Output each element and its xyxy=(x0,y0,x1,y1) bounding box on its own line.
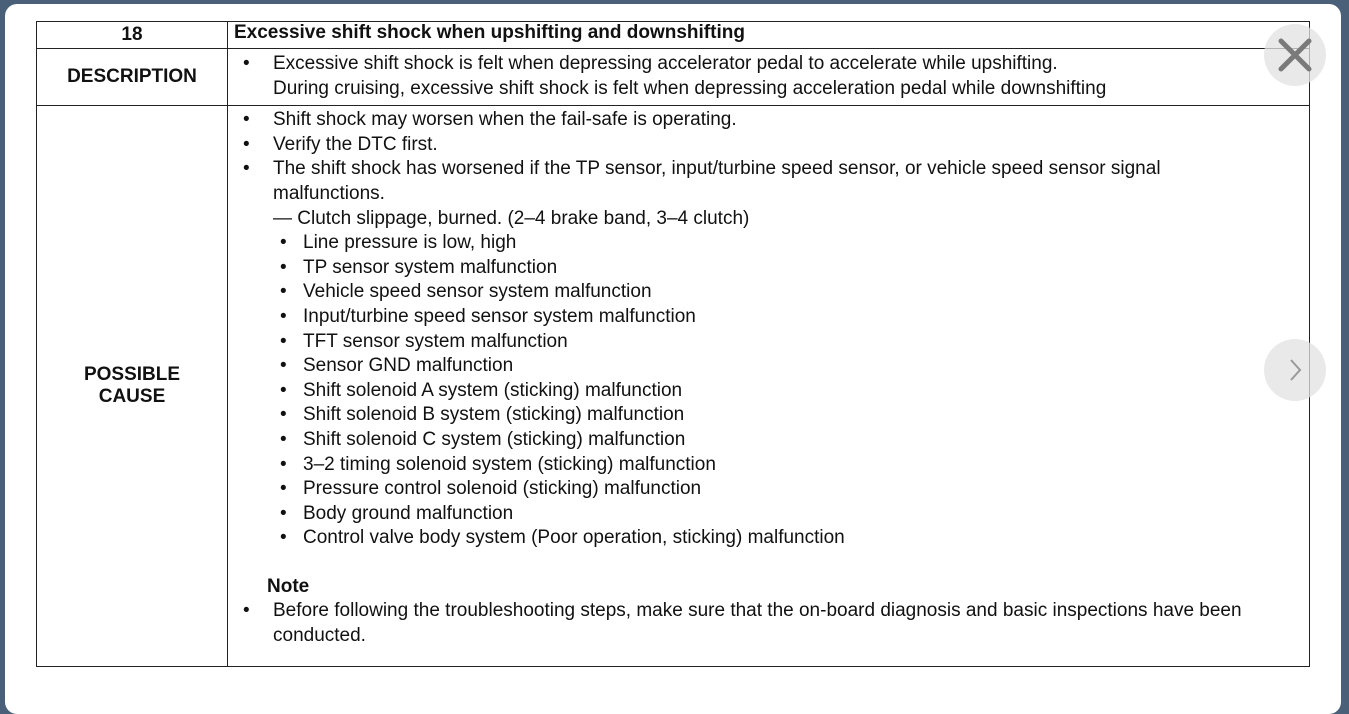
cause-sub-item: • TP sensor system malfunction xyxy=(240,256,1303,281)
cause-bullet: • Verify the DTC first. xyxy=(240,133,1303,158)
cause-bullet: • The shift shock has worsened if the TP sensor, input/turbine speed sensor, or vehicle speed sensor signal malfunctions. xyxy=(240,157,1303,206)
cause-sub-item: • Shift solenoid A system (sticking) malfunction xyxy=(240,379,1303,404)
description-row xyxy=(37,49,1310,106)
cause-sub-item: • Vehicle speed sensor system malfunction xyxy=(240,280,1303,305)
description-label: DESCRIPTION xyxy=(37,49,228,106)
symptom-title: Excessive shift shock when upshifting and downshifting xyxy=(228,22,1310,49)
header-row xyxy=(37,22,1310,49)
cause-sub-item: • Input/turbine speed sensor system malfunction xyxy=(240,305,1303,330)
next-button[interactable] xyxy=(1264,339,1326,401)
cause-sub-item: • Body ground malfunction xyxy=(240,502,1303,527)
cause-sub-item: • Shift solenoid C system (sticking) malfunction xyxy=(240,428,1303,453)
description-line: Excessive shift shock is felt when depressing accelerator pedal to accelerate while upshifting. xyxy=(273,53,1058,74)
cause-sub-item: • TFT sensor system malfunction xyxy=(240,330,1303,355)
possible-cause-label: POSSIBLE CAUSE xyxy=(37,106,228,667)
troubleshooting-table xyxy=(36,21,1310,667)
cause-sub-item: • Sensor GND malfunction xyxy=(240,354,1303,379)
note-heading: Note xyxy=(267,575,310,597)
close-button[interactable] xyxy=(1264,24,1326,86)
dash-item: — Clutch slippage, burned. (2–4 brake band, 3–4 clutch) xyxy=(273,207,750,229)
chevron-right-icon xyxy=(1285,355,1305,385)
description-line: During cruising, excessive shift shock is felt when depressing acceleration pedal while downshifting xyxy=(273,77,1107,99)
cause-sub-item: • Pressure control solenoid (sticking) malfunction xyxy=(240,477,1303,502)
description-text xyxy=(240,52,1303,101)
cause-sub-item: • Shift solenoid B system (sticking) malfunction xyxy=(240,403,1303,428)
cause-sub-item: • 3–2 timing solenoid system (sticking) malfunction xyxy=(240,453,1303,478)
cause-sub-item: • Line pressure is low, high xyxy=(240,231,1303,256)
cause-bullet: • Shift shock may worsen when the fail-safe is operating. xyxy=(240,108,1303,133)
close-icon xyxy=(1278,38,1312,72)
note-text: • Before following the troubleshooting steps, make sure that the on-board diagnosis and basic inspections have been conducted. xyxy=(240,599,1303,648)
row-number: 18 xyxy=(37,22,228,49)
possible-cause-row xyxy=(37,106,1310,667)
cause-sub-item: • Control valve body system (Poor operation, sticking) malfunction xyxy=(240,526,1303,551)
